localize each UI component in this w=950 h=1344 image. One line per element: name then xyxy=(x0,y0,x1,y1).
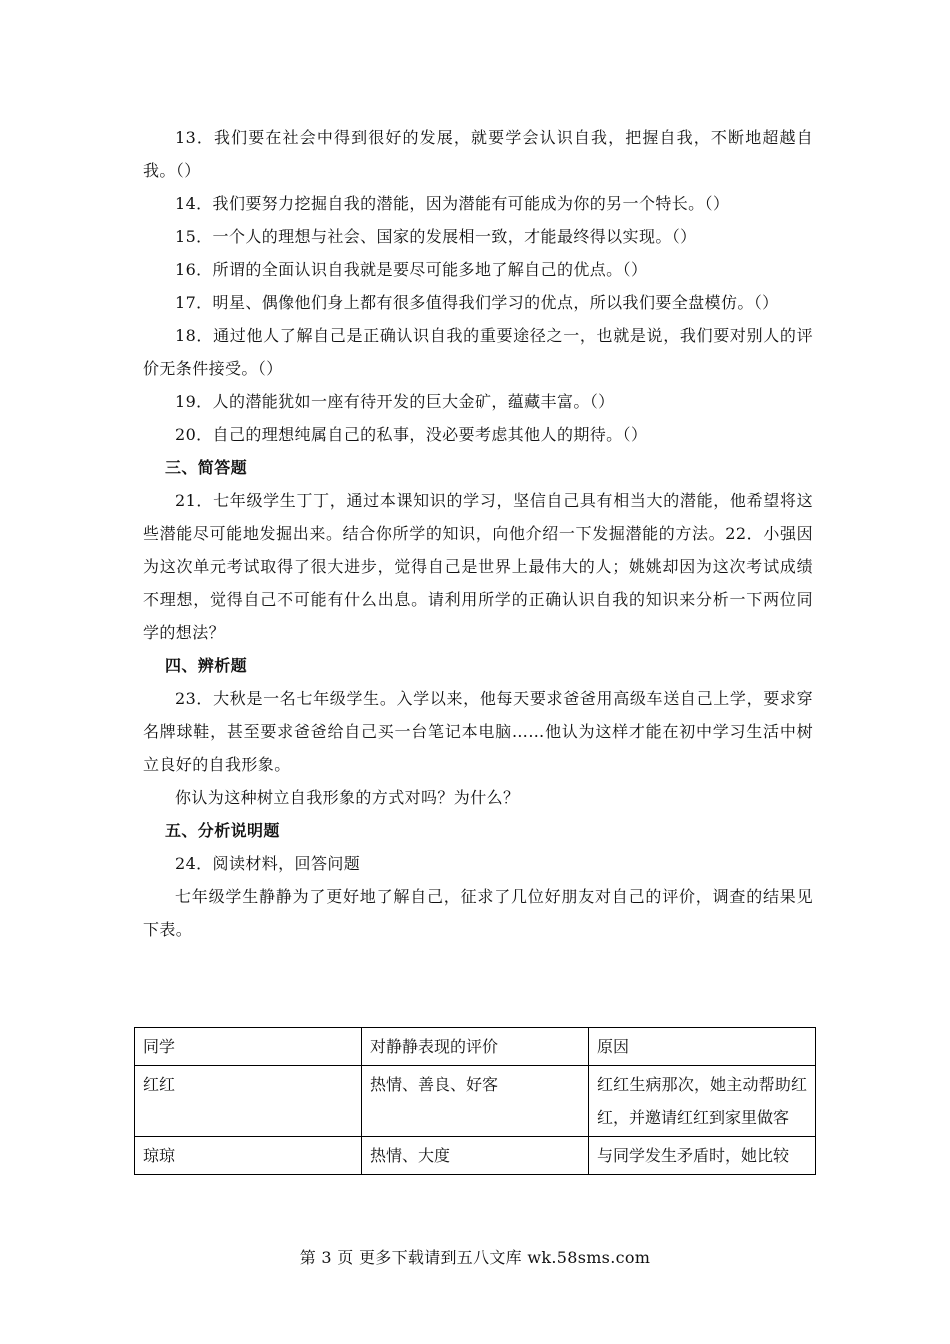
question-24-material: 七年级学生静静为了更好地了解自己，征求了几位好朋友对自己的评价，调查的结果见下表。 xyxy=(143,887,813,939)
question-19: 19．人的潜能犹如一座有待开发的巨大金矿，蕴藏丰富。（） xyxy=(175,392,615,411)
section-5-heading: 五、分析说明题 xyxy=(165,821,280,840)
table-row xyxy=(135,1137,816,1175)
table-cell: 红红生病那次，她主动帮助红红，并邀请红红到家里做客 xyxy=(589,1066,816,1137)
table-cell: 琼琼 xyxy=(135,1137,362,1175)
question-23-prompt: 你认为这种树立自我形象的方式对吗？为什么？ xyxy=(175,788,520,807)
question-14: 14．我们要努力挖掘自我的潜能，因为潜能有可能成为你的另一个特长。（） xyxy=(175,194,730,213)
table-cell: 热情、大度 xyxy=(362,1137,589,1175)
question-20: 20．自己的理想纯属自己的私事，没必要考虑其他人的期待。（） xyxy=(175,425,648,444)
question-13: 13．我们要在社会中得到很好的发展，就要学会认识自我，把握自我，不断地超越自我。（） xyxy=(143,128,813,180)
table-cell: 红红 xyxy=(135,1066,362,1137)
question-24-intro: 24．阅读材料，回答问题 xyxy=(175,854,361,873)
table-row xyxy=(135,1066,816,1137)
evaluation-table xyxy=(134,1027,816,1175)
question-21-22: 21．七年级学生丁丁，通过本课知识的学习，坚信自己具有相当大的潜能，他希望将这些潜能尽可能地发掘出来。结合你所学的知识，向他介绍一下发掘潜能的方法。22．小强因为这次单元考试取得了很大进步，觉得自己是世界上最伟大的人；姚姚却因为这次考试成绩不理想，觉得自己不可能有什么出息。请利用所学的正确认识自我的知识来分析一下两位同学的想法？ xyxy=(143,491,813,642)
section-4-heading: 四、辨析题 xyxy=(165,656,248,675)
table-header-row xyxy=(135,1028,816,1066)
section-3-heading: 三、简答题 xyxy=(165,458,248,477)
question-15: 15．一个人的理想与社会、国家的发展相一致，才能最终得以实现。（） xyxy=(175,227,697,246)
table-header-cell: 原因 xyxy=(589,1028,816,1066)
table-header-cell: 对静静表现的评价 xyxy=(362,1028,589,1066)
table-header-cell: 同学 xyxy=(135,1028,362,1066)
document-body xyxy=(143,121,813,946)
page-footer: 第 3 页 更多下载请到五八文库 wk.58sms.com xyxy=(299,1248,651,1267)
question-18: 18．通过他人了解自己是正确认识自我的重要途径之一，也就是说，我们要对别人的评价无条件接受。（） xyxy=(143,326,813,378)
question-23: 23．大秋是一名七年级学生。入学以来，他每天要求爸爸用高级车送自己上学，要求穿名牌球鞋，甚至要求爸爸给自己买一台笔记本电脑……他认为这样才能在初中学习生活中树立良好的自我形象。 xyxy=(143,689,813,774)
table-cell: 与同学发生矛盾时，她比较 xyxy=(589,1137,816,1175)
question-16: 16．所谓的全面认识自我就是要尽可能多地了解自己的优点。（） xyxy=(175,260,648,279)
table-cell: 热情、善良、好客 xyxy=(362,1066,589,1137)
question-17: 17．明星、偶像他们身上都有很多值得我们学习的优点，所以我们要全盘模仿。（） xyxy=(175,293,779,312)
